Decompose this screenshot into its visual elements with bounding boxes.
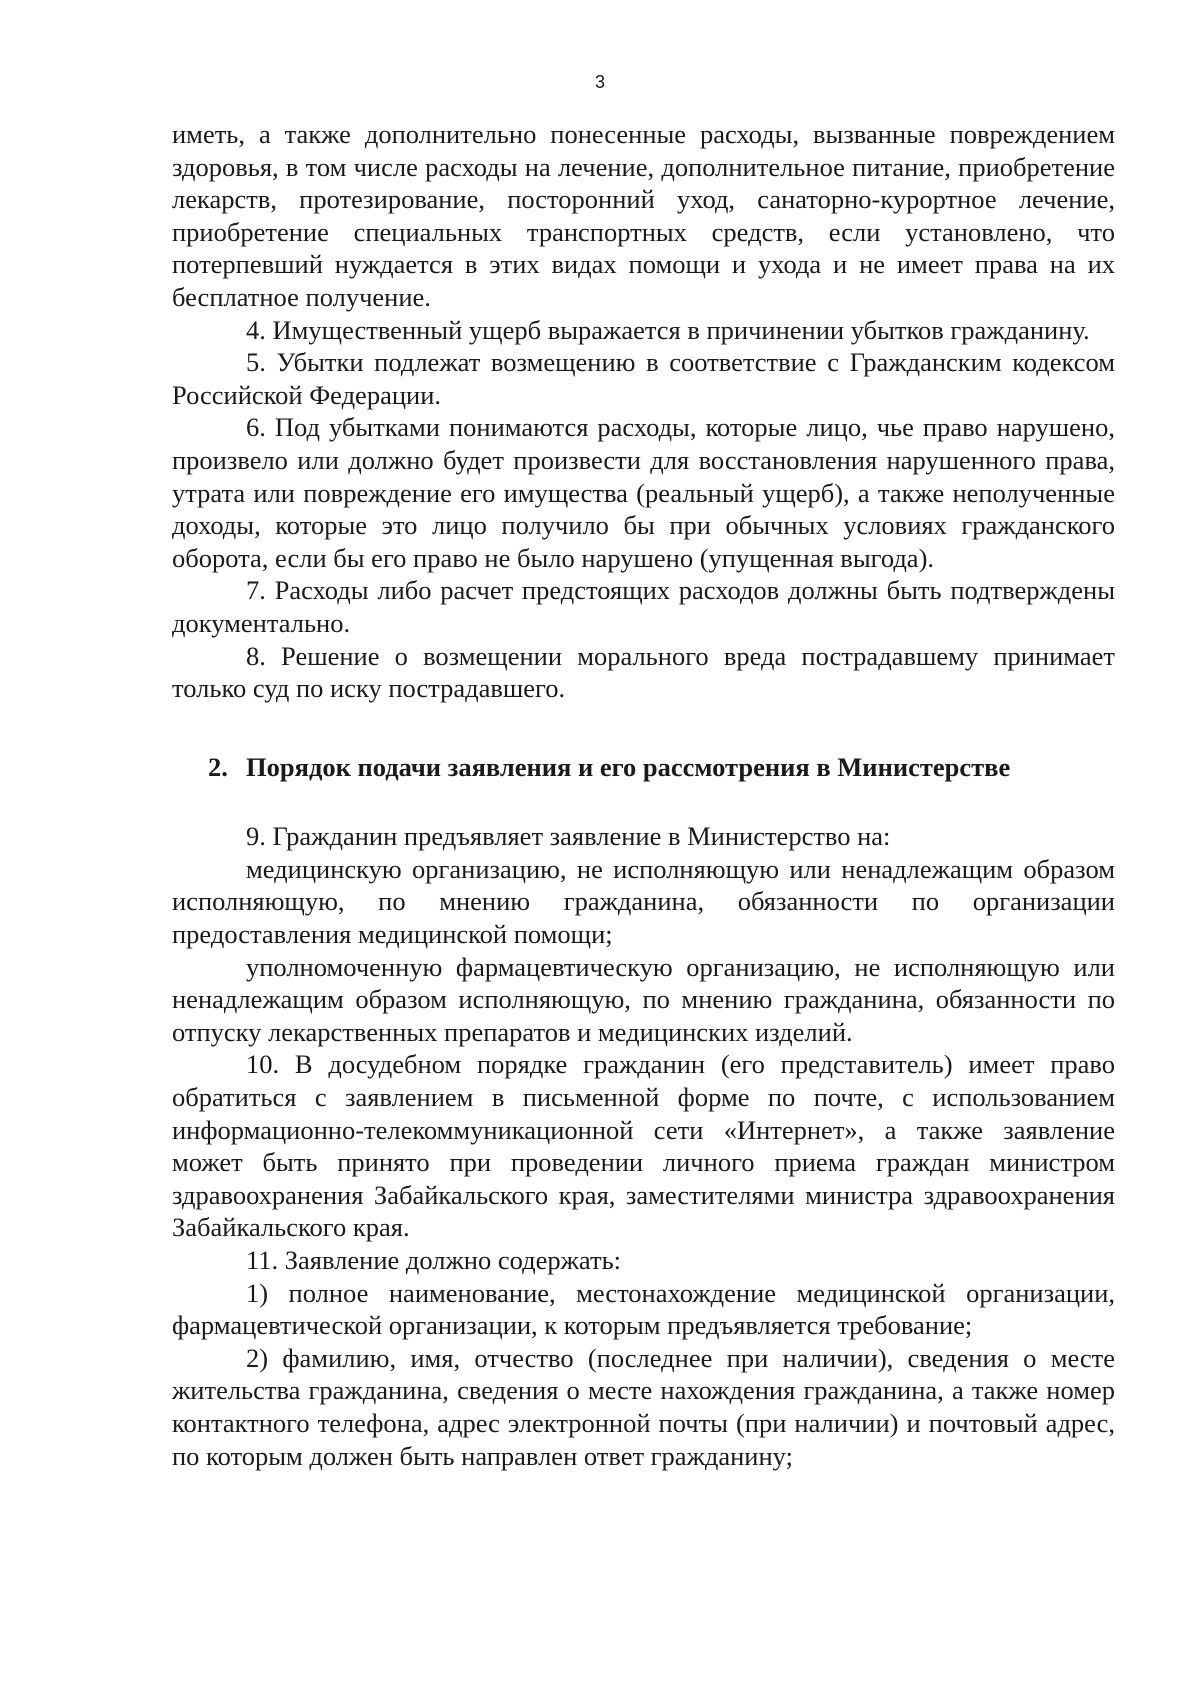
document-body (172, 118, 1115, 1472)
paragraph-5: 5. Убытки подлежат возмещению в соответствие с Гражданским кодексом Российской Федерации. (172, 347, 1115, 410)
paragraph-11-item-1: 1) полное наименование, местонахождение медицинской организации, фармацевтической организации, к которым предъявляется требование; (172, 1277, 1115, 1341)
section-number: 2. (208, 751, 228, 782)
paragraph-11-item-2: 2) фамилию, имя, отчество (последнее при наличии), сведения о месте жительства гражданина, сведения о месте нахождения гражданина, а также номер контактного телефона, адрес электронной почты (при наличии) и почтовый адрес, по которым должен быть направлен ответ гражданину; (172, 1342, 1115, 1471)
paragraph-10: 10. В досудебном порядке гражданин (его представитель) имеет право обратиться с заявлением в письменной форме по почте, с использованием информационно-телекоммуникационной сети «Интернет», а также заявление может быть принято при проведении личного приема граждан министром здравоохранения Забайкальского края, заместителями министра здравоохранения Забайкальского края. (172, 1049, 1115, 1243)
page-number: 3 (594, 72, 605, 92)
paragraph-11: 11. Заявление должно содержать: (246, 1245, 622, 1275)
paragraph-9: 9. Гражданин предъявляет заявление в Министерство на: (246, 821, 891, 852)
paragraph-7: 7. Расходы либо расчет предстоящих расходов должны быть подтверждены документально. (172, 575, 1115, 638)
paragraph-9-item-a: медицинскую организацию, не исполняющую или ненадлежащим образом исполняющую, по мнению гражданина, обязанности по организации предоставления медицинской помощи; (172, 853, 1115, 950)
section-heading (172, 751, 1115, 784)
paragraph-6: 6. Под убытками понимаются расходы, которые лицо, чье право нарушено, произвело или должно будет произвести для восстановления нарушенного права, утрата или повреждение его имущества (реальный ущерб), а также неполученные доходы, которые это лицо получило бы при обычных условиях гражданского оборота, если бы его право не было нарушено (упущенная выгода). (172, 412, 1115, 573)
paragraph-8: 8. Решение о возмещении морального вреда пострадавшему принимает только суд по иску пострадавшего. (172, 640, 1115, 704)
paragraph-4: 4. Имущественный ущерб выражается в причинении убытков гражданину. (246, 314, 1090, 345)
paragraph-continuation: иметь, а также дополнительно понесенные расходы, вызванные повреждением здоровья, в том числе расходы на лечение, дополнительное питание, приобретение лекарств, протезирование, посторонний уход, санаторно-курортное лечение, приобретение специальных транспортных средств, если установлено, что потерпевший нуждается в этих видах помощи и ухода и не имеет права на их бесплатное получение. (172, 119, 1115, 312)
paragraph-9-item-b: уполномоченную фармацевтическую организацию, не исполняющую или ненадлежащим образом исполняющую, по мнению гражданина, обязанности по отпуску лекарственных препаратов и медицинских изделий. (172, 951, 1115, 1047)
section-title: Порядок подачи заявления и его рассмотрения в Министерстве (246, 751, 1011, 782)
